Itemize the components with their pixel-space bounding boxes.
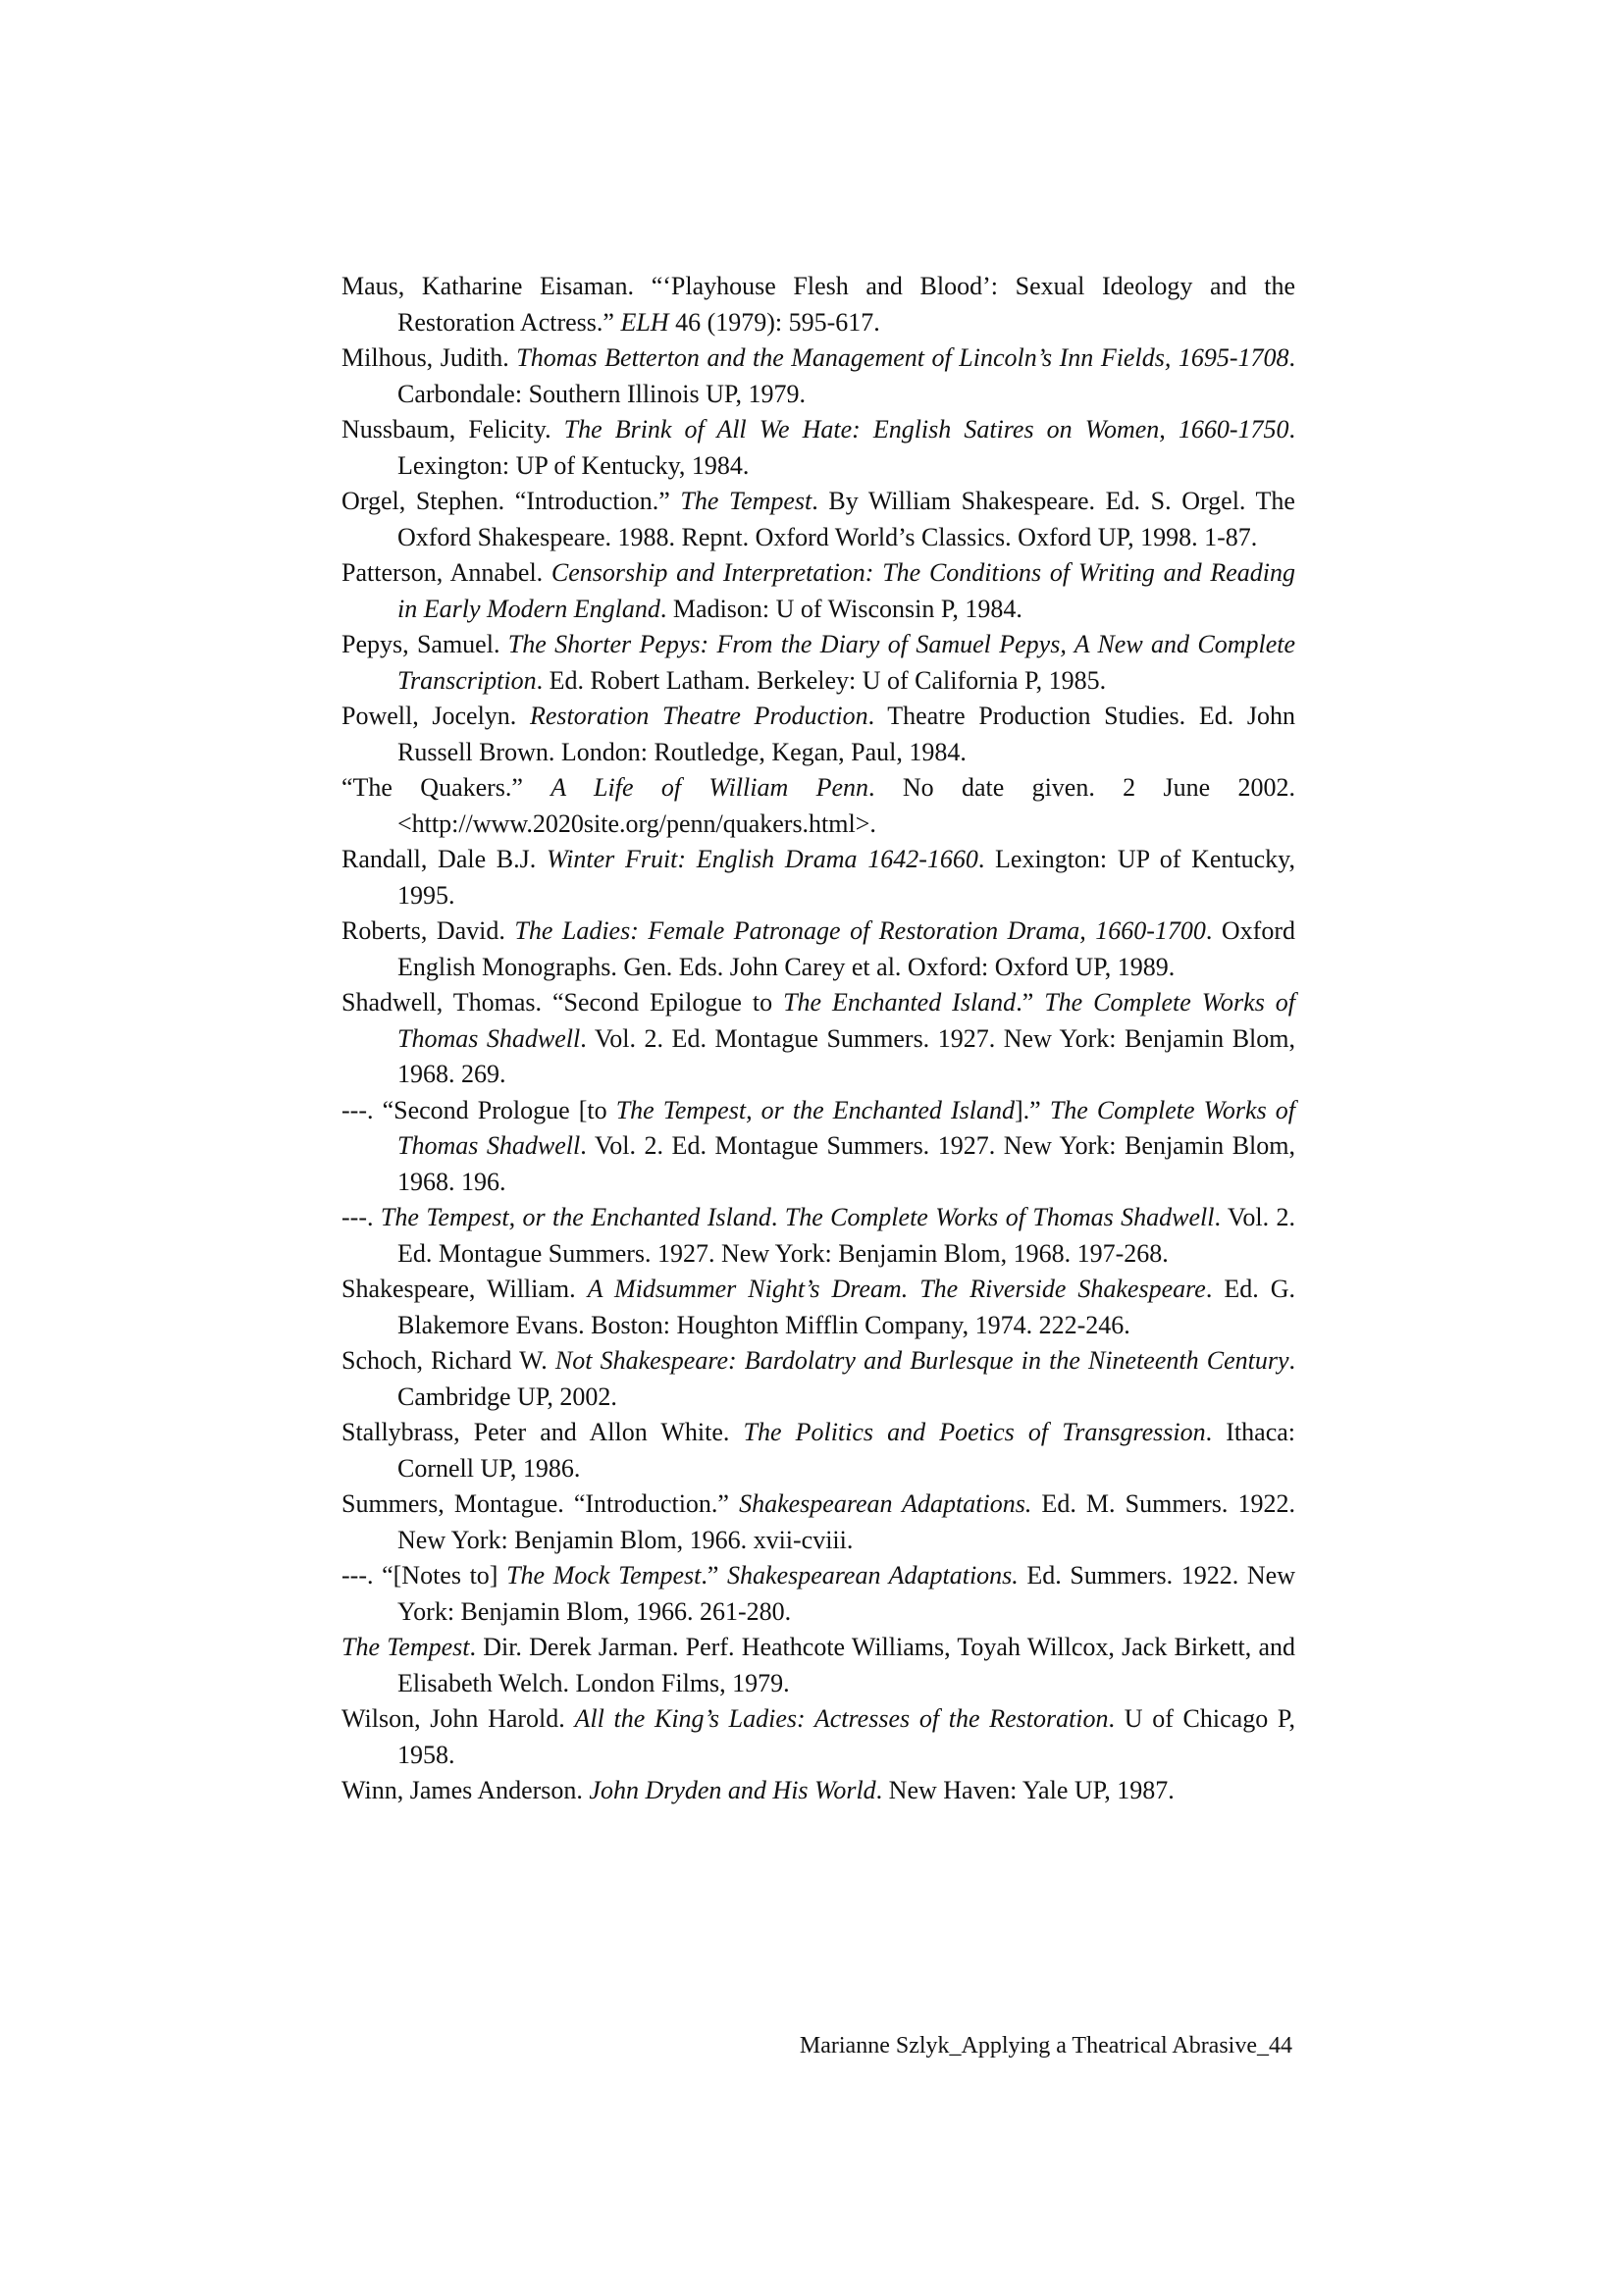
entry-title-italic: All the King’s Ladies: Actresses of the Restoration (574, 1704, 1109, 1733)
entry-text: 46 (1979): 595-617. (668, 307, 880, 337)
bibliography-entry (341, 1701, 1295, 1773)
entry-text: . No date given. 2 June 2002. <http://www.2020site.org/penn/quakers.html>. (397, 773, 1295, 838)
entry-text: Randall, Dale B.J. (341, 845, 547, 873)
entry-text: . Lexington: UP of Kentucky, 1995. (397, 845, 1295, 910)
entry-title-italic: The Complete Works of Thomas Shadwell (397, 988, 1296, 1053)
entry-title-italic: The Tempest, or the Enchanted Island (380, 1203, 771, 1231)
entry-title-italic: Not Shakespeare: Bardolatry and Burlesque in the Nineteenth Century (554, 1346, 1289, 1375)
entry-text: . Lexington: UP of Kentucky, 1984. (397, 415, 1295, 480)
entry-text: ---. “[Notes to] (341, 1561, 507, 1590)
entry-text: ---. “Second Prologue [to (341, 1095, 616, 1124)
entry-text: Stallybrass, Peter and Allon White. (341, 1418, 744, 1446)
entry-text: ---. (341, 1203, 381, 1231)
bibliography-entry (341, 1200, 1295, 1272)
bibliography-entry (341, 1486, 1295, 1558)
entry-title-italic: John Dryden and His World (589, 1776, 876, 1804)
entry-title-italic: Restoration Theatre Production (529, 702, 868, 730)
entry-title-italic: The Tempest (680, 487, 812, 515)
bibliography-entry (341, 1343, 1295, 1415)
entry-text: . By William Shakespeare. Ed. S. Orgel. The Oxford Shakespeare. 1988. Repnt. Oxford World’s Classics. Oxford UP, 1998. 1-87. (397, 487, 1295, 551)
entry-text: Summers, Montague. “Introduction.” (341, 1489, 740, 1518)
entry-title-italic: Winter Fruit: English Drama 1642-1660 (546, 845, 978, 873)
entry-text: Milhous, Judith. (341, 343, 517, 372)
bibliography-entry (341, 1415, 1295, 1486)
entry-text: . (770, 1203, 785, 1231)
entry-text: Ed. M. Summers. 1922. New York: Benjamin Blom, 1966. xvii-cviii. (397, 1489, 1295, 1554)
entry-text: . Ed. Robert Latham. Berkeley: U of California P, 1985. (536, 665, 1107, 695)
entry-title-italic: The Complete Works of Thomas Shadwell (397, 1095, 1296, 1160)
entry-title-italic: Censorship and Interpretation: The Conditions of Writing and Reading in Early Modern England (397, 558, 1295, 623)
bibliography-entry (341, 1093, 1295, 1201)
entry-text: ].” (1015, 1095, 1050, 1124)
entry-text: “The Quakers.” (341, 773, 551, 802)
entry-text: . Vol. 2. Ed. Montague Summers. 1927. New York: Benjamin Blom, 1968. 269. (397, 1023, 1295, 1088)
bibliography-entry (341, 1630, 1295, 1701)
bibliography-entry (341, 555, 1295, 627)
bibliography-entry (341, 699, 1295, 770)
entry-text: Shadwell, Thomas. “Second Epilogue to (341, 988, 784, 1017)
entry-title-italic: The Mock Tempest (506, 1561, 702, 1590)
entry-text: Patterson, Annabel. (341, 558, 551, 587)
entry-text: Orgel, Stephen. “Introduction.” (341, 487, 681, 515)
entry-text: . Ithaca: Cornell UP, 1986. (397, 1418, 1295, 1483)
entry-title-italic: A Midsummer Night’s Dream. The Riverside Shakespeare (587, 1275, 1206, 1303)
entry-text: Powell, Jocelyn. (341, 702, 530, 730)
entry-title-italic: The Complete Works of Thomas Shadwell (784, 1203, 1215, 1231)
entry-text: Winn, James Anderson. (341, 1776, 590, 1804)
entry-text: . Ed. G. Blakemore Evans. Boston: Houghton Mifflin Company, 1974. 222-246. (397, 1275, 1295, 1339)
entry-title-italic: Thomas Betterton and the Management of Lincoln’s Inn Fields, 1695-1708 (516, 343, 1289, 372)
entry-text: . Theatre Production Studies. Ed. John Russell Brown. London: Routledge, Kegan, Paul, 1984. (397, 702, 1295, 766)
bibliography-entry (341, 985, 1295, 1093)
entry-text: Wilson, John Harold. (341, 1704, 575, 1733)
entry-title-italic: Shakespearean Adaptations. (727, 1561, 1019, 1590)
entry-title-italic: The Tempest (341, 1633, 470, 1661)
bibliography-entry (341, 1773, 1295, 1809)
entry-title-italic: The Politics and Poetics of Transgression (743, 1418, 1206, 1446)
entry-title-italic: Shakespearean Adaptations. (739, 1489, 1032, 1518)
bibliography-entry (341, 770, 1295, 842)
entry-text: Roberts, David. (341, 916, 515, 945)
entry-text: . Carbondale: Southern Illinois UP, 1979. (397, 343, 1295, 408)
entry-text: . Vol. 2. Ed. Montague Summers. 1927. New York: Benjamin Blom, 1968. 197-268. (397, 1203, 1295, 1268)
entry-text: Pepys, Samuel. (341, 630, 508, 658)
entry-text: Nussbaum, Felicity. (341, 415, 564, 443)
bibliography-entry (341, 842, 1295, 913)
entry-text: Maus, Katharine Eisaman. “‘Playhouse Flesh and Blood’: Sexual Ideology and the Restoration Actress.” (341, 272, 1295, 337)
entry-title-italic: The Tempest, or the Enchanted Island (615, 1095, 1016, 1124)
entry-title-italic: The Shorter Pepys: From the Diary of Samuel Pepys, A New and Complete Transcription (397, 630, 1295, 695)
entry-text: . Oxford English Monographs. Gen. Eds. John Carey et al. Oxford: Oxford UP, 1989. (397, 916, 1295, 981)
entry-text: Schoch, Richard W. (341, 1346, 555, 1375)
entry-text: . Dir. Derek Jarman. Perf. Heathcote Williams, Toyah Willcox, Jack Birkett, and Elisabeth Welch. London Films, 1979. (397, 1633, 1295, 1697)
entry-text: . U of Chicago P, 1958. (397, 1704, 1295, 1769)
bibliography-list (341, 269, 1295, 1809)
bibliography-entry (341, 269, 1295, 340)
entry-title-italic: The Enchanted Island (783, 988, 1017, 1017)
bibliography-entry (341, 484, 1295, 555)
bibliography-entry (341, 913, 1295, 985)
entry-text: . Cambridge UP, 2002. (397, 1346, 1295, 1411)
entry-title-italic: The Brink of All We Hate: English Satires on Women, 1660-1750 (563, 415, 1289, 443)
page-footer: Marianne Szlyk_Applying a Theatrical Abrasive_44 (799, 2033, 1292, 2059)
entry-title-italic: ELH (620, 307, 669, 337)
entry-text: Ed. Summers. 1922. New York: Benjamin Blom, 1966. 261-280. (397, 1561, 1295, 1626)
entry-text: . Vol. 2. Ed. Montague Summers. 1927. New York: Benjamin Blom, 1968. 196. (397, 1131, 1295, 1196)
entry-text: Shakespeare, William. (341, 1275, 588, 1303)
entry-text: . New Haven: Yale UP, 1987. (875, 1776, 1175, 1804)
entry-text: . Madison: U of Wisconsin P, 1984. (659, 594, 1022, 623)
entry-text: .” (701, 1561, 728, 1590)
bibliography-entry (341, 1558, 1295, 1630)
entry-title-italic: The Ladies: Female Patronage of Restoration Drama, 1660-1700 (514, 916, 1206, 945)
entry-title-italic: A Life of William Penn (550, 773, 869, 802)
bibliography-entry (341, 340, 1295, 412)
entry-text: .” (1016, 988, 1045, 1017)
bibliography-entry (341, 412, 1295, 484)
bibliography-entry (341, 627, 1295, 699)
bibliography-entry (341, 1272, 1295, 1343)
